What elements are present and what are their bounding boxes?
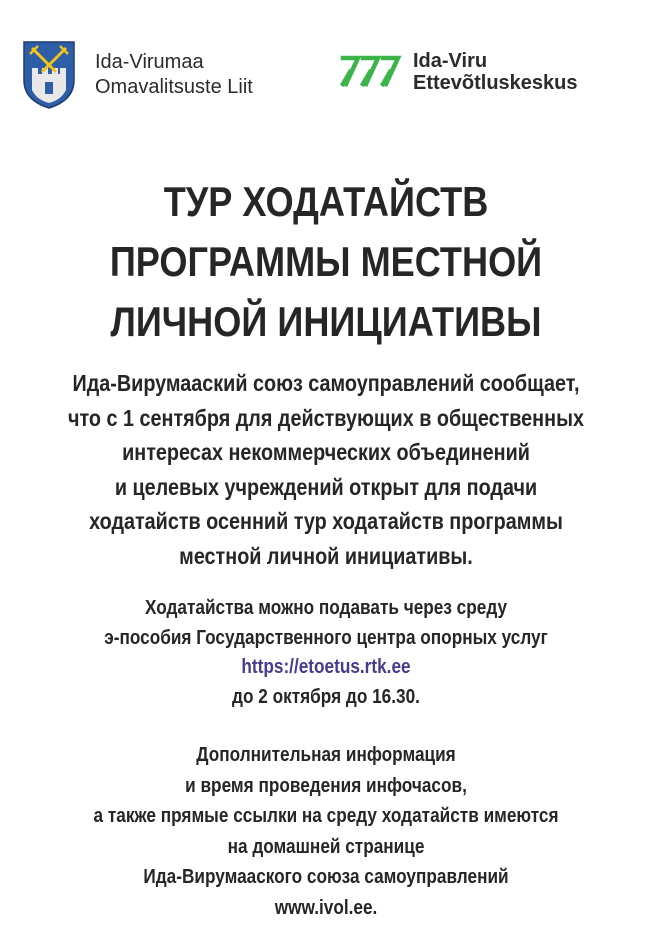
intro-line: местной личной инициативы.: [179, 542, 473, 569]
etoetus-link[interactable]: https://etoetus.rtk.ee: [241, 656, 411, 678]
info-line: Ида-Вирумааского союза самоуправлений: [143, 866, 509, 888]
ivek-name-line1: Ida-Viru: [413, 50, 488, 72]
info-paragraph: [0, 740, 652, 923]
info-website[interactable]: www.ivol.ee.: [274, 896, 378, 919]
title-line: ЛИЧНОЙ ИНИЦИАТИВЫ: [110, 298, 542, 345]
title-line: ТУР ХОДАТАЙСТВ: [163, 178, 489, 225]
info-line: Дополнительная информация: [196, 744, 456, 766]
intro-line: Ида-Вирумааский союз самоуправлений сообщает,: [72, 370, 580, 396]
intro-line: что с 1 сентября для действующих в общественных: [68, 404, 584, 431]
intro-line: интересах некоммерческих объединений: [122, 439, 530, 465]
page-title: [63, 172, 589, 352]
ivol-name-line2: Omavalitsuste Liit: [95, 76, 253, 98]
submission-paragraph: [0, 594, 652, 712]
submission-line: Ходатайства можно подавать через среду: [144, 597, 508, 619]
ivol-name-line1: Ida-Virumaa: [95, 51, 204, 73]
info-line: а также прямые ссылки на среду ходатайств имеются: [93, 805, 559, 827]
intro-line: и целевых учреждений открыт для подачи: [114, 473, 538, 500]
submission-deadline: до 2 октября до 16.30.: [232, 685, 420, 708]
ivek-arrows-logo: [340, 52, 406, 90]
header: [0, 38, 652, 118]
info-line: и время проведения инфочасов,: [185, 774, 467, 797]
ivol-name: [95, 50, 253, 100]
ivol-crest-logo: [22, 40, 76, 110]
info-line: на домашней странице: [227, 835, 425, 858]
ivek-name: [413, 50, 578, 94]
intro-line: ходатайств осенний тур ходатайств программы: [89, 508, 563, 534]
intro-paragraph: [0, 366, 652, 573]
title-line: ПРОГРАММЫ МЕСТНОЙ: [109, 238, 543, 285]
submission-line: э-пособия Государственного центра опорных услуг: [104, 626, 548, 649]
ivek-name-line2: Ettevõtluskeskus: [413, 72, 578, 94]
